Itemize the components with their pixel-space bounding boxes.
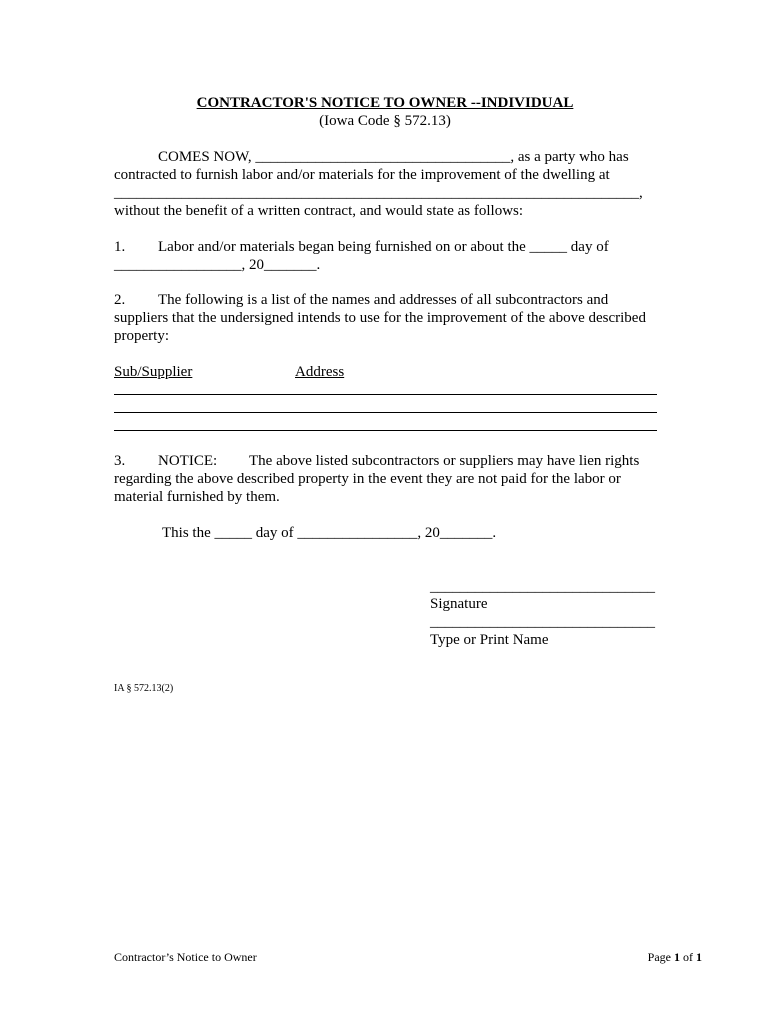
- blank-row-line: [114, 430, 657, 431]
- item-1-line-2: _________________, 20_______.: [114, 257, 321, 273]
- item-2-line-2: suppliers that the undersigned intends to use for the improvement of the above described: [114, 310, 646, 326]
- page-total: 1: [696, 950, 702, 964]
- item-2-line-3: property:: [114, 328, 169, 344]
- dated-line: This the _____ day of ________________, 20_______.: [162, 525, 497, 541]
- item-3-label: NOTICE:: [158, 453, 218, 469]
- column-header-sub-supplier: Sub/Supplier: [114, 364, 193, 380]
- column-header-address: Address: [295, 364, 345, 380]
- page-prefix: Page: [647, 950, 674, 964]
- print-name-line: ______________________________: [430, 614, 655, 630]
- blank-row-line: [114, 412, 657, 413]
- signature-line: ______________________________: [430, 579, 655, 595]
- item-1-line-1: Labor and/or materials began being furnished on or about the _____ day of: [158, 239, 609, 255]
- document-subtitle: (Iowa Code § 572.13): [319, 113, 451, 129]
- print-name-label: Type or Print Name: [430, 632, 549, 648]
- blank-row-line: [114, 394, 657, 395]
- item-3-number: 3.: [114, 453, 126, 469]
- item-3-line-1: The above listed subcontractors or suppliers may have lien rights: [249, 453, 640, 469]
- item-3-line-2: regarding the above described property in the event they are not paid for the labor or: [114, 471, 621, 487]
- item-2-line-1: The following is a list of the names and addresses of all subcontractors and: [158, 292, 609, 308]
- item-3-line-3: material furnished by them.: [114, 489, 280, 505]
- signature-label: Signature: [430, 596, 488, 612]
- intro-line-3: ______________________________________________________________________,: [114, 185, 643, 201]
- form-code: IA § 572.13(2): [114, 683, 174, 694]
- footer-page-number: [648, 950, 702, 964]
- page-current: 1: [674, 950, 680, 964]
- item-1-number: 1.: [114, 239, 126, 255]
- document-title: CONTRACTOR'S NOTICE TO OWNER --INDIVIDUAL: [196, 95, 574, 111]
- footer-document-name: Contractor’s Notice to Owner: [114, 950, 257, 964]
- intro-line-1: COMES NOW, __________________________________, as a party who has: [158, 149, 629, 165]
- item-2-number: 2.: [114, 292, 126, 308]
- page-of: of: [680, 950, 696, 964]
- intro-line-4: without the benefit of a written contract, and would state as follows:: [114, 203, 524, 219]
- intro-line-2: contracted to furnish labor and/or materials for the improvement of the dwelling at: [114, 167, 610, 183]
